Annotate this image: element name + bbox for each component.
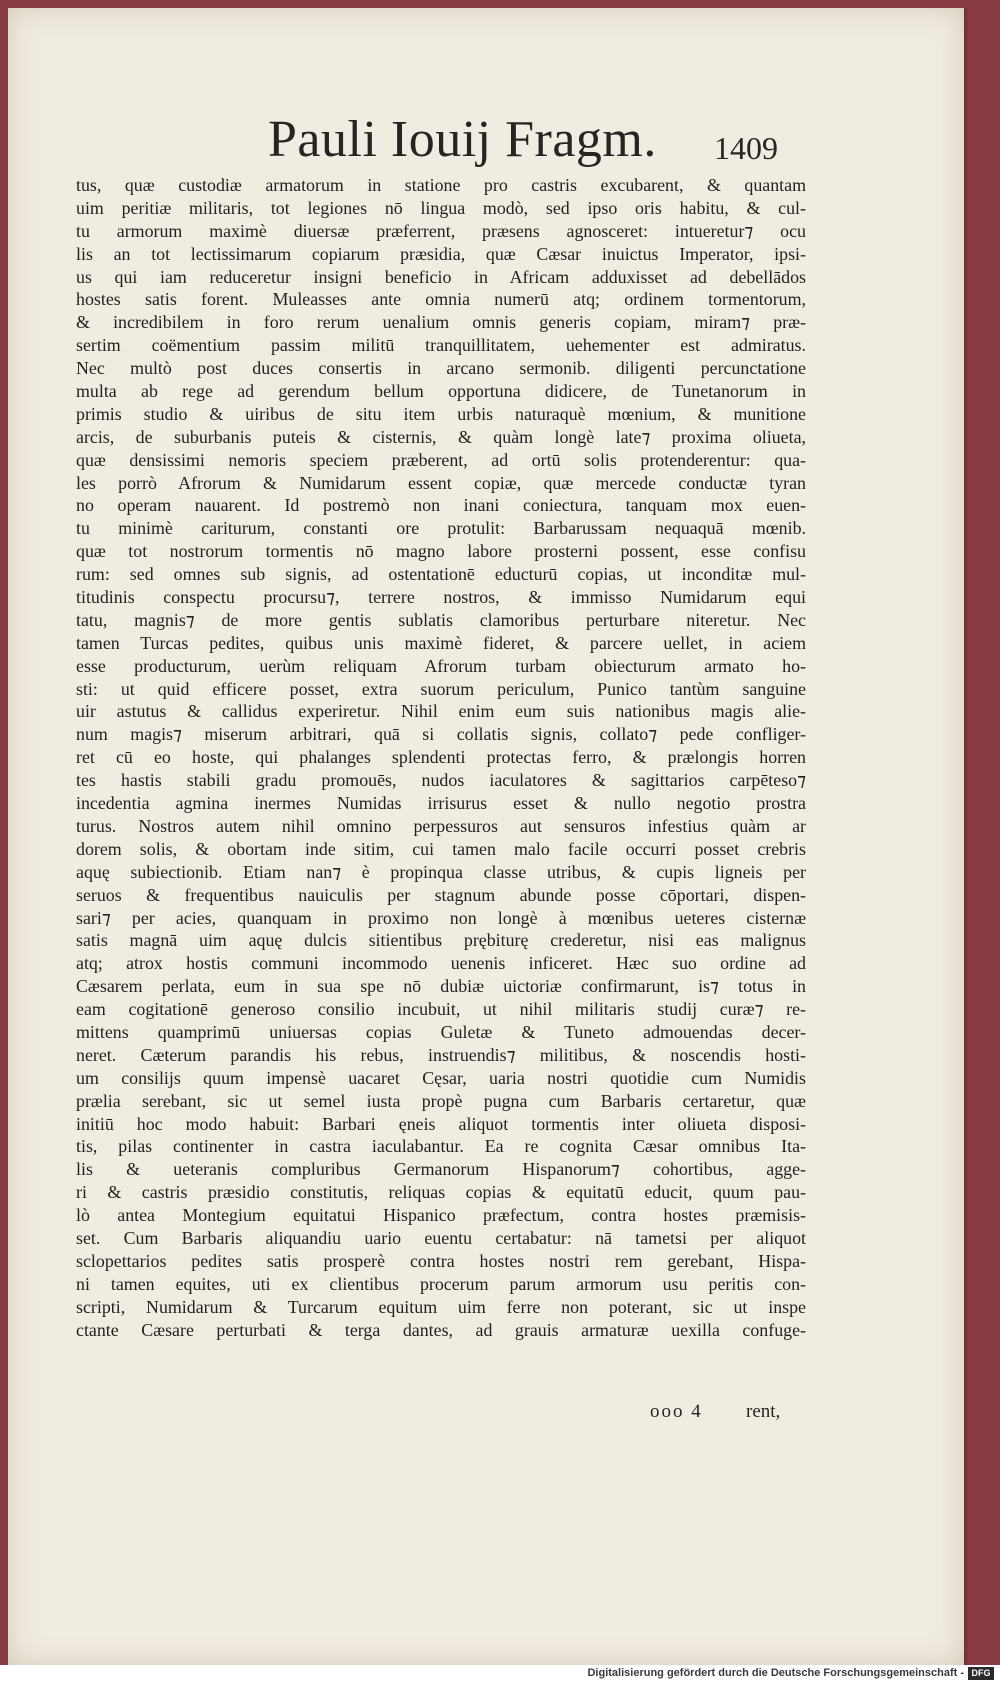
text-line: Nec multò post duces consertis in arcano sermonib. diligenti percunctatione	[76, 358, 806, 379]
text-line: arcis, de suburbanis puteis & cisternis, & quàm longè late⁊ proxima oliueta,	[76, 426, 806, 447]
text-line: no operam nauarent. Id postremò non inani coniectura, tanquam mox euen-	[76, 495, 806, 516]
text-line: mittens quamprimū uniuersas copias Guletæ & Tuneto admouendas decer-	[76, 1021, 806, 1042]
text-line: rum: sed omnes sub signis, ad ostentationē educturū copias, ut inconditæ mul-	[76, 564, 806, 585]
page-edge-shadow	[964, 8, 970, 1665]
text-line: lis an tot lectissimarum copiarum præsidia, quæ Cæsar inuictus Imperator, ipsi-	[76, 243, 806, 264]
text-line: num magis⁊ miserum arbitrari, quā si collatis signis, collato⁊ pede confliger-	[76, 724, 806, 745]
text-line: dorem solis, & obortam inde sitim, cui tamen malo facile occurri posset crebris	[76, 838, 806, 859]
text-line: neret. Cæterum parandis his rebus, instruendis⁊ militibus, & noscendis hosti-	[76, 1044, 806, 1065]
text-line: tis, pilas continenter in castra iaculabantur. Ea re cognita Cæsar omnibus Ita-	[76, 1136, 806, 1157]
text-line: hostes satis forent. Muleasses ante omnia numerū atq; ordinem tormentorum,	[76, 289, 806, 310]
text-line: lò antea Montegium equitatui Hispanico præfectum, contra hostes præmisis-	[76, 1205, 806, 1226]
text-line: tes hastis stabili gradu promouēs, nudos iaculatores & sagittarios carpēteso⁊	[76, 770, 806, 791]
text-line: tamen Turcas pedites, quibus unis maximè fideret, & parcere uellet, in aciem	[76, 632, 806, 653]
page-number: 1409	[714, 130, 778, 166]
catchword: rent,	[746, 1401, 781, 1422]
text-line: us qui iam reduceretur insigni beneficio in Africam adduxisset ad debellādos	[76, 266, 806, 287]
text-line: uim peritiæ militaris, tot legiones nō lingua modò, sed ipso oris habitu, & cul-	[76, 197, 806, 218]
text-line: lis & ueteranis compluribus Germanorum Hispanorum⁊ cohortibus, agge-	[76, 1159, 806, 1180]
text-line: quæ densissimi nemoris speciem præberent, ad ortū solis protenderentur: qua-	[76, 449, 806, 470]
text-line: um consilijs quum impensè uacaret Cęsar, uaria nostri quotidie cum Numidis	[76, 1067, 806, 1088]
text-line: primis studio & uiribus de situ item urbis naturaquè mœnium, & munitione	[76, 403, 806, 424]
text-line: titudinis conspectu procursu⁊, terrere nostros, & immisso Numidarum equi	[76, 587, 806, 608]
text-line: uir astutus & callidus experiretur. Nihil enim eum suis nationibus magis alie-	[76, 701, 806, 722]
book-page	[8, 8, 964, 1665]
text-line: sclopettarios pedites satis prosperè contra hostes nostri rem gerebant, Hispa-	[76, 1250, 806, 1271]
signature-mark: ooo 4	[650, 1401, 703, 1422]
footer-bar	[0, 1665, 1000, 1683]
text-line: atq; atrox hostis communi incommodo uenenis inficeret. Hæc suo ordine ad	[76, 953, 806, 974]
text-line: tatu, magnis⁊ de more gentis sublatis clamoribus perturbare niteretur. Nec	[76, 609, 806, 630]
text-line: tu armorum maximè diuersæ præferrent, præsens agnosceret: intueretur⁊ ocu	[76, 220, 806, 241]
text-line: set. Cum Barbaris aliquandiu uario euentu certabatur: nā tametsi per aliquot	[76, 1227, 806, 1248]
text-line: sertim coëmentium passim militū tranquillitatem, uehementer est admiratus.	[76, 335, 806, 356]
body-text	[76, 174, 806, 1341]
text-line: ret cū eo hoste, qui phalanges splendenti protectas ferro, & prælongis horren	[76, 747, 806, 768]
text-line: initiū hoc modo habuit: Barbari ęneis aliquot tormentis inter oliueta disposi-	[76, 1113, 806, 1134]
text-line: scripti, Numidarum & Turcarum equitum uim ferre non poterant, sic ut inspe	[76, 1296, 806, 1317]
text-line: ctante Cæsare perturbati & terga dantes, ad grauis armaturæ uexilla confuge-	[76, 1319, 806, 1340]
text-line: prælia serebant, sic ut semel iusta propè pugna cum Barbaris certaretur, quæ	[76, 1090, 806, 1111]
text-line: aquę subiectionib. Etiam nan⁊ è propinqua classe utribus, & cupis ligneis per	[76, 861, 806, 882]
funding-credit: Digitalisierung gefördert durch die Deutsche Forschungsgemeinschaft -	[587, 1667, 964, 1679]
text-line: ri & castris præsidio constitutis, reliquas copias & equitatū educit, quum pau-	[76, 1182, 806, 1203]
text-line: multa ab rege ad gerendum bellum opportuna didicere, de Tunetanorum in	[76, 381, 806, 402]
text-line: tus, quæ custodiæ armatorum in statione pro castris excubarent, & quantam	[76, 175, 806, 195]
text-line: sti: ut quid efficere posset, extra suorum periculum, Punico tantùm sanguine	[76, 678, 806, 699]
text-line: satis magnā uim aquę dulcis sitientibus prębiturę crederetur, nisi eas malignus	[76, 930, 806, 951]
text-line: incedentia agmina inermes Numidas irrisurus esset & nullo negotio prostra	[76, 793, 806, 814]
text-line: esse producturum, uerùm reliquam Afrorum turbam obiecturum armato ho-	[76, 655, 806, 676]
text-line: & incredibilem in foro rerum uenalium omnis generis copiam, miram⁊ præ-	[76, 312, 806, 333]
running-head: Pauli Iouij Fragm.	[268, 111, 657, 168]
text-line: ni tamen equites, uti ex clientibus procerum parum armorum usu peritis con-	[76, 1273, 806, 1294]
text-line: les porrò Afrorum & Numidarum essent copiæ, quæ mercede conductæ tyran	[76, 472, 806, 493]
text-line: sari⁊ per acies, quanquam in proximo non longè à mœnibus ueteres cisternæ	[76, 907, 806, 928]
dfg-logo: DFG	[968, 1667, 994, 1680]
text-line: quæ tot nostrorum tormentis nō magno labore prosterni possent, esse confisu	[76, 541, 806, 562]
text-line: Cæsarem perlata, eum in sua spe nō dubiæ uictoriæ confirmarunt, is⁊ totus in	[76, 976, 806, 997]
text-line: tu minimè cariturum, constanti ore protulit: Barbarussam nequaquā mœnib.	[76, 518, 806, 539]
text-line: eam cogitationē generoso consilio incubuit, ut nihil militaris studij curæ⁊ re-	[76, 999, 806, 1020]
text-line: turus. Nostros autem nihil omnino perpessuros aut sensuros infestius quàm ar	[76, 815, 806, 836]
text-line: seruos & frequentibus nauiculis per stagnum abunde posse cōportari, dispen-	[76, 884, 806, 905]
